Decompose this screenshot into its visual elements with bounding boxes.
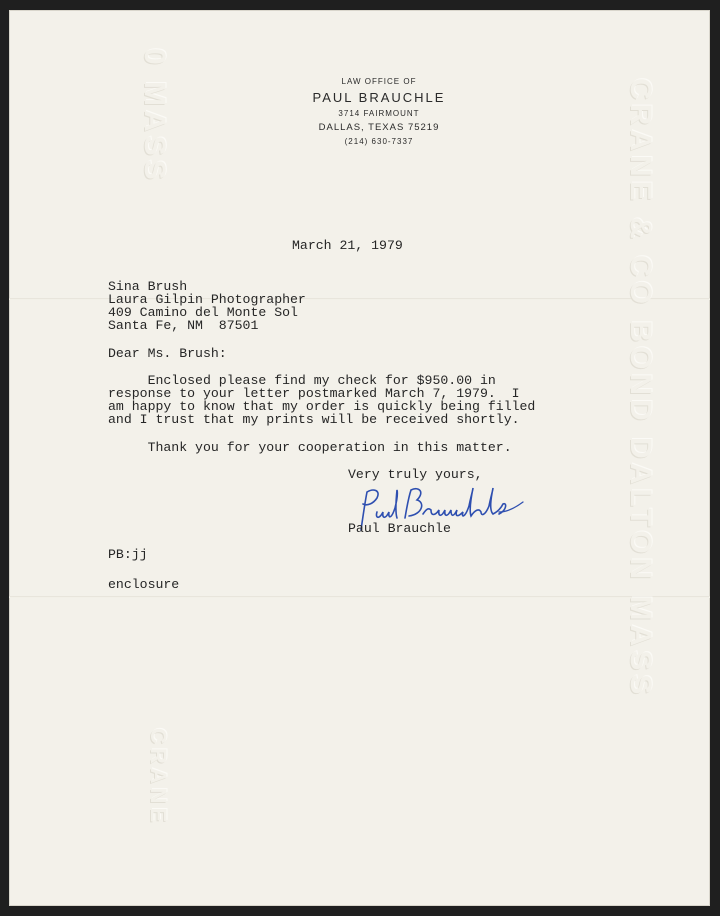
salutation: Dear Ms. Brush: bbox=[108, 346, 227, 361]
body-line-1: Enclosed please find my check for $950.00 in bbox=[108, 373, 496, 388]
closing: Very truly yours, bbox=[348, 467, 483, 482]
enclosure-note: enclosure bbox=[108, 577, 180, 592]
typist-initials: PB:jj bbox=[108, 547, 148, 562]
watermark-right: CRANE & CO BOND DALTON MASS bbox=[624, 78, 657, 699]
letterhead-preamble: LAW OFFICE OF bbox=[341, 77, 417, 86]
signature-name: Paul Brauchle bbox=[348, 521, 451, 536]
body-line-2: response to your letter postmarked March 7, 1979. I bbox=[108, 386, 520, 401]
letterhead-city: DALLAS, TEXAS 75219 bbox=[318, 122, 440, 133]
recipient-line-1: Sina Brush bbox=[108, 279, 188, 294]
watermark-left-bottom: CRANE bbox=[146, 728, 171, 827]
recipient-line-2: Laura Gilpin Photographer bbox=[108, 292, 306, 307]
recipient-line-4: Santa Fe, NM 87501 bbox=[108, 318, 259, 333]
letterhead-phone: (214) 630-7337 bbox=[344, 137, 414, 146]
letterhead-street: 3714 FAIRMOUNT bbox=[338, 109, 420, 118]
letter-date: March 21, 1979 bbox=[292, 238, 403, 253]
body-line-4: and I trust that my prints will be received shortly. bbox=[108, 412, 520, 427]
body-line-3: am happy to know that my order is quickly being filled bbox=[108, 399, 536, 414]
recipient-line-3: 409 Camino del Monte Sol bbox=[108, 305, 298, 320]
watermark-left-top: 0 MASS bbox=[138, 48, 171, 184]
fold-line-bottom bbox=[9, 596, 710, 598]
letterhead bbox=[269, 76, 489, 148]
letter-page bbox=[9, 10, 710, 906]
body-paragraph-2: Thank you for your cooperation in this matter. bbox=[108, 440, 512, 455]
letterhead-name: PAUL BRAUCHLE bbox=[312, 90, 446, 105]
